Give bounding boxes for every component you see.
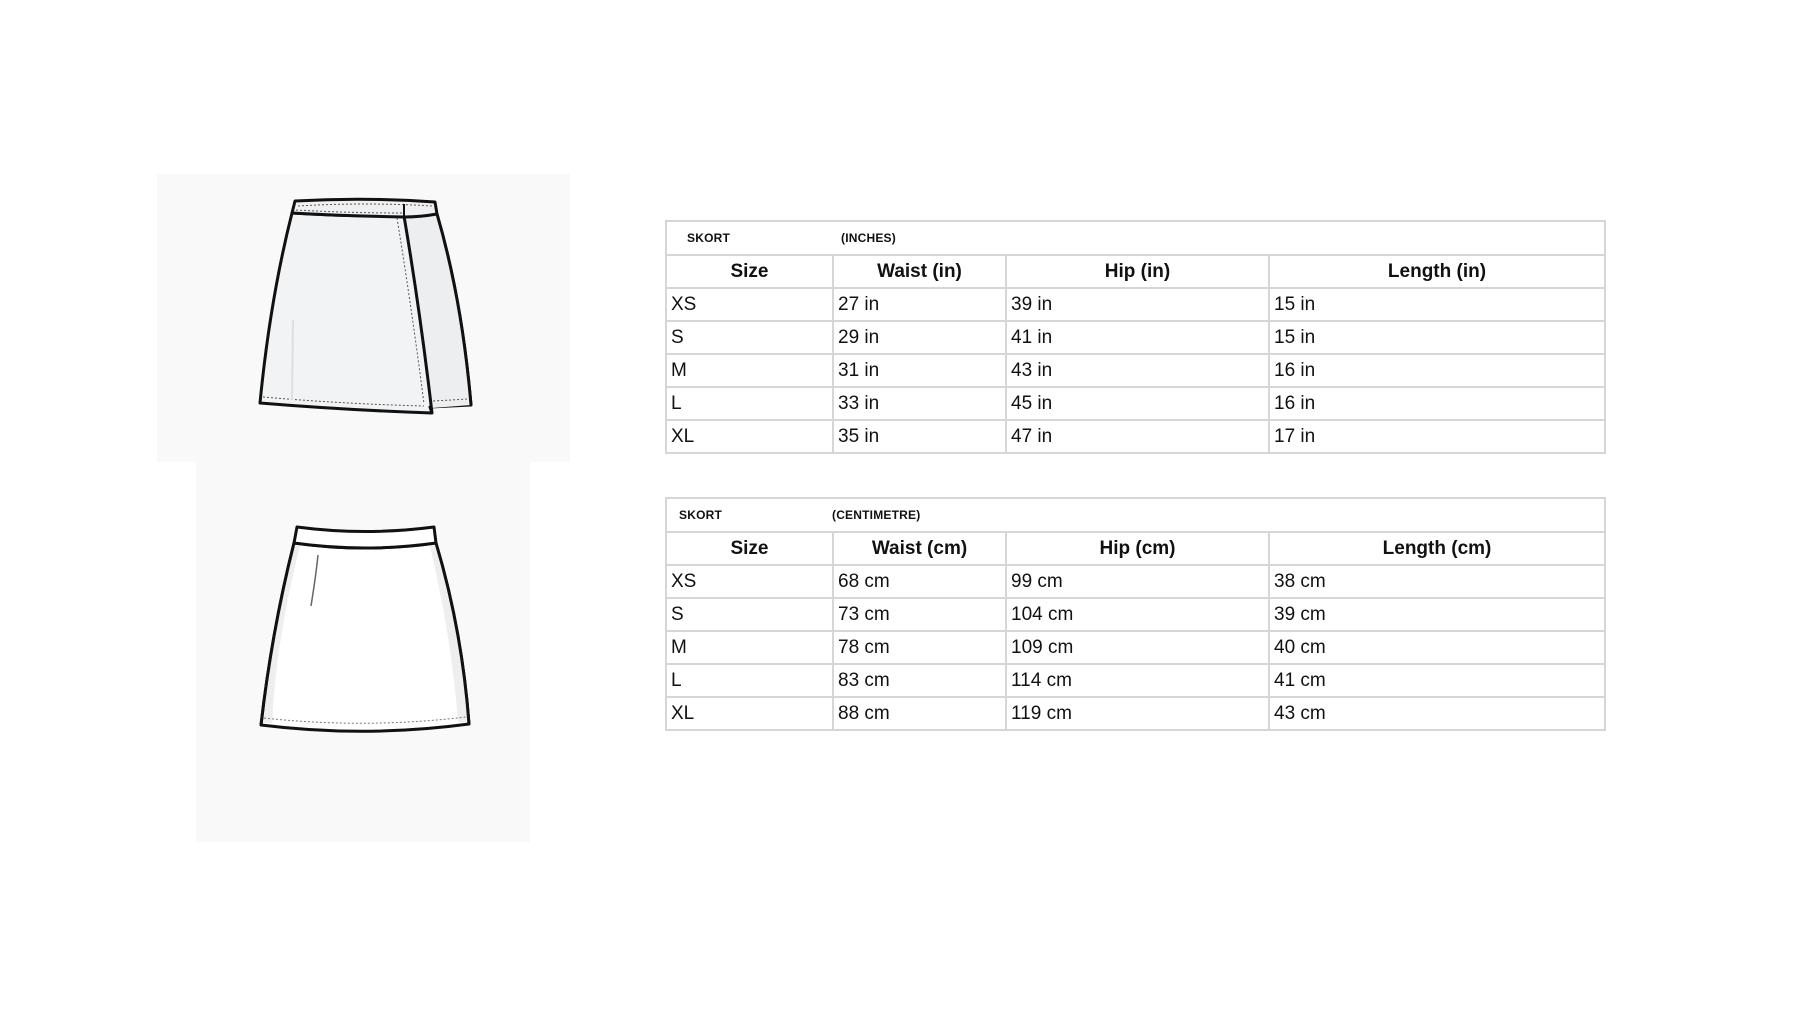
table-row [666,697,1605,730]
cell-waist: 83 cm [833,664,1006,697]
cell-hip: 109 cm [1006,631,1269,664]
cell-hip: 43 in [1006,354,1269,387]
unit-label: (INCHES) [841,231,896,245]
size-chart-centimetres [665,497,1606,731]
table-row [666,354,1605,387]
cell-waist: 78 cm [833,631,1006,664]
cell-size: L [666,387,833,420]
table-row [666,664,1605,697]
table-header-row [666,255,1605,288]
cell-hip: 119 cm [1006,697,1269,730]
cell-size: XS [666,288,833,321]
cell-length: 39 cm [1269,598,1605,631]
cell-waist: 73 cm [833,598,1006,631]
cell-hip: 39 in [1006,288,1269,321]
column-header-size: Size [666,532,833,565]
column-header-hip: Hip (cm) [1006,532,1269,565]
cell-size: XL [666,697,833,730]
cell-length: 17 in [1269,420,1605,453]
garment-name: SKORT [679,508,722,522]
cell-waist: 88 cm [833,697,1006,730]
cell-waist: 31 in [833,354,1006,387]
table-row [666,420,1605,453]
cell-size: XS [666,565,833,598]
table-row [666,565,1605,598]
cell-length: 15 in [1269,288,1605,321]
cell-length: 41 cm [1269,664,1605,697]
column-header-waist: Waist (in) [833,255,1006,288]
cell-waist: 68 cm [833,565,1006,598]
cell-length: 15 in [1269,321,1605,354]
table-title-cell [666,221,1605,255]
table-row [666,598,1605,631]
table-row [666,387,1605,420]
table-row [666,321,1605,354]
cell-waist: 27 in [833,288,1006,321]
column-header-hip: Hip (in) [1006,255,1269,288]
cell-waist: 29 in [833,321,1006,354]
cell-hip: 104 cm [1006,598,1269,631]
cell-hip: 114 cm [1006,664,1269,697]
cell-hip: 41 in [1006,321,1269,354]
column-header-size: Size [666,255,833,288]
column-header-length: Length (in) [1269,255,1605,288]
table-row [666,288,1605,321]
garment-name: SKORT [687,231,730,245]
cell-length: 38 cm [1269,565,1605,598]
table-title-row [666,498,1605,532]
back-illustration-panel [196,430,530,842]
unit-label: (CENTIMETRE) [832,508,921,522]
cell-length: 16 in [1269,354,1605,387]
cell-size: S [666,321,833,354]
cell-size: XL [666,420,833,453]
size-chart-inches [665,220,1606,454]
column-header-length: Length (cm) [1269,532,1605,565]
cell-waist: 35 in [833,420,1006,453]
cell-waist: 33 in [833,387,1006,420]
cell-size: S [666,598,833,631]
table-header-row [666,532,1605,565]
column-header-waist: Waist (cm) [833,532,1006,565]
table-title-cell [666,498,1605,532]
cell-hip: 47 in [1006,420,1269,453]
cell-size: M [666,631,833,664]
cell-length: 40 cm [1269,631,1605,664]
cell-length: 43 cm [1269,697,1605,730]
cell-hip: 45 in [1006,387,1269,420]
front-illustration-panel [157,174,570,462]
table-row [666,631,1605,664]
table-title-row [666,221,1605,255]
cell-size: L [666,664,833,697]
cell-size: M [666,354,833,387]
cell-hip: 99 cm [1006,565,1269,598]
cell-length: 16 in [1269,387,1605,420]
